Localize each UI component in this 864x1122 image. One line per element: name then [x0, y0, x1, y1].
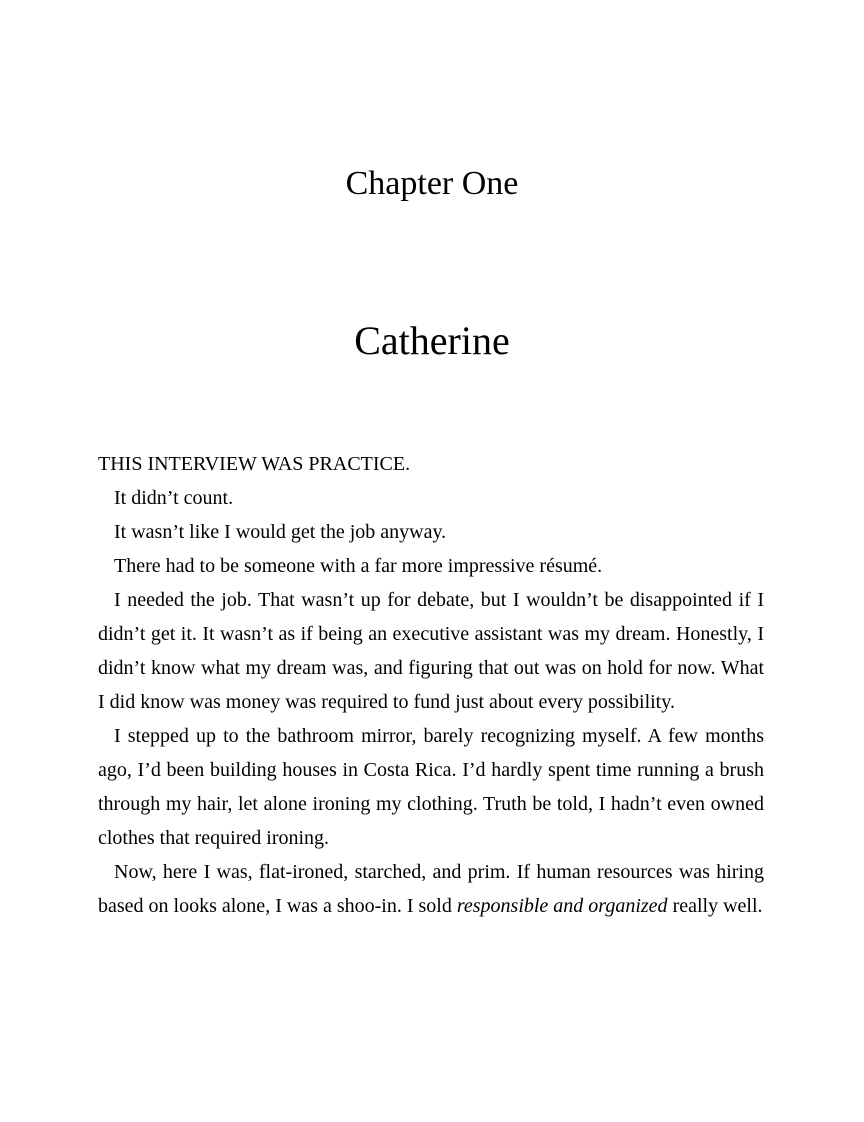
paragraph: There had to be someone with a far more impressive résumé.	[114, 555, 603, 577]
paragraph-text: really well.	[667, 895, 763, 917]
paragraph: I stepped up to the bathroom mirror, barely recognizing myself. A few months ago, I’d been building houses in Costa Rica. I’d hardly spent time running a brush through my hair, let alone ironing my clothing. Truth be told, I hadn’t even owned clothes that required ironing.	[98, 725, 764, 849]
emphasis-text: responsible and organized	[456, 895, 668, 917]
chapter-title: Catherine	[354, 318, 510, 363]
paragraph-text: Now, here I was, flat-ironed, starched, and prim. If human resources was hiring based on looks alone, I was a shoo-in. I sold	[98, 861, 764, 917]
paragraph: It wasn’t like I would get the job anyway.	[114, 521, 447, 543]
paragraph-final	[98, 855, 764, 923]
chapter-heading: Chapter One	[345, 165, 519, 202]
paragraph: I needed the job. That wasn’t up for debate, but I wouldn’t be disappointed if I didn’t get it. It wasn’t as if being an executive assistant was my dream. Honestly, I didn’t know what my dream was, and figuring that out was on hold for now. What I did know was money was required to fund just about every possibility.	[98, 589, 764, 713]
chapter-body	[98, 447, 764, 923]
paragraph: It didn’t count.	[114, 487, 234, 509]
paragraph-opening: THIS INTERVIEW WAS PRACTICE.	[98, 453, 411, 475]
